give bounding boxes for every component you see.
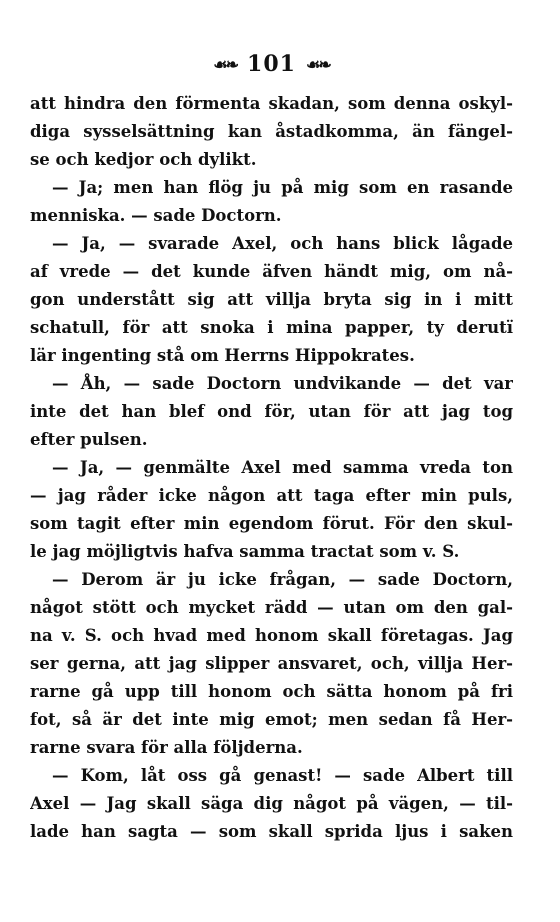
text-line: — Kom, låt oss gå genast! — sade Albert till [52,766,513,785]
text-line: lade han sagta — som skall sprida ljus i saken [30,822,513,841]
text-line: lär ingenting stå om Herrns Hippokrates. [30,346,415,365]
text-line: menniska. — sade Doctorn. [30,206,282,225]
text-line: na v. S. och hvad med honom skall företagas. Jag [30,626,513,645]
text-line: af vrede — det kunde äfven händt mig, om nå- [30,262,513,281]
ornament-left: ☙❧ [213,54,238,74]
text-line: diga sysselsättning kan åstadkomma, än fängel- [30,122,513,141]
text-line: att hindra den förmenta skadan, som denna oskyl- [30,94,513,113]
text-line: Axel — Jag skall säga dig något på vägen, — til- [30,794,513,813]
text-line: — jag råder icke någon att taga efter min puls, [30,486,513,505]
book-page [30,44,513,846]
text-line: — Derom är ju icke frågan, — sade Doctorn, [52,570,513,589]
text-line: fot, så är det inte mig emot; men sedan få Her- [30,710,513,729]
text-line: schatull, för att snoka i mina papper, ty derutï [30,318,513,337]
text-line: — Ja, — svarade Axel, och hans blick lågade [52,234,513,253]
text-line: något stött och mycket rädd — utan om den gal- [30,598,513,617]
text-line: ser gerna, att jag slipper ansvaret, och, villja Her- [30,654,513,673]
text-line: — Ja, — genmälte Axel med samma vreda ton [52,458,513,477]
text-line: rarne gå upp till honom och sätta honom på fri [30,682,513,701]
page-header [30,44,513,84]
text-line: som tagit efter min egendom förut. För den skul- [30,514,513,533]
text-line: se och kedjor och dylikt. [30,150,257,169]
text-line: — Ja; men han flög ju på mig som en rasande [52,178,513,197]
text-line: efter pulsen. [30,430,148,449]
text-line: le jag möjligtvis hafva samma tractat som v. S. [30,542,460,561]
text-line: — Åh, — sade Doctorn undvikande — det var [52,374,513,393]
text-line: rarne svara för alla följderna. [30,738,303,757]
ornament-right: ☙❧ [305,54,330,74]
page-number: 101 [247,51,296,77]
text-line: gon understått sig att villja bryta sig in i mitt [30,290,513,309]
text-line: inte det han blef ond för, utan för att jag tog [30,402,513,421]
body-text [30,90,513,846]
